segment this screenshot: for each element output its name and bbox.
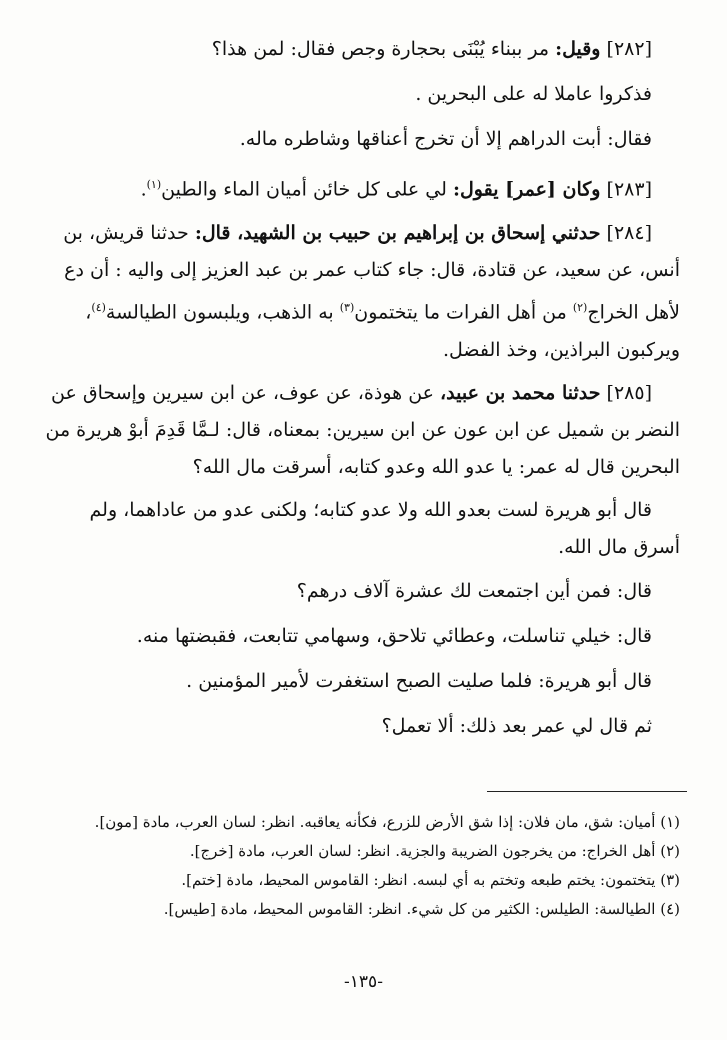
paragraph-text: فذكروا عاملا له على البحرين . — [415, 83, 652, 105]
entry-lead: حدثنا محمد بن عبيد، — [440, 381, 601, 404]
footnote — [40, 837, 680, 865]
paragraph — [40, 572, 680, 611]
paragraph-text: لي على كل خائن أميان الماء والطين — [161, 178, 447, 201]
footnote-text: يتختمون: يختم طبعه وتختم به أي لبسه. انظر: القاموس المحيط، مادة [ختم]. — [181, 871, 656, 889]
paragraph-text-end: . — [140, 178, 147, 201]
entry-number: [٢٨٣] — [606, 178, 652, 201]
paragraph — [40, 662, 680, 701]
paragraph — [40, 492, 680, 566]
paragraph-text: قال أبو هريرة: فلما صليت الصبح استغفرت لأمير المؤمنين . — [186, 669, 652, 692]
footnote-ref: (٣) — [339, 301, 355, 315]
entry-number: [٢٨٤] — [606, 222, 652, 245]
paragraph-text: مر ببناء يُبْنَى بحجارة وجص فقال: لمن هذا؟ — [211, 38, 550, 60]
footnote-text: أميان: شق، مان فلان: إذا شق الأرض للزرع، فكأنه يعاقبه. انظر: لسان العرب، مادة [مون]. — [94, 813, 656, 831]
paragraph-text: قال: فمن أين اجتمعت لك عشرة آلاف درهم؟ — [296, 579, 652, 602]
entry-number: [٢٨٢] — [606, 38, 652, 60]
paragraph-text: من أهل الفرات ما يتختمون — [354, 301, 573, 324]
paragraph — [40, 617, 680, 656]
footnote-number: (٣) — [660, 871, 680, 889]
paragraph-text: فقال: أبت الدراهم إلا أن تخرج أعناقها وشاطره ماله. — [239, 128, 652, 150]
footnote-ref: (٢) — [572, 301, 588, 315]
footnotes — [40, 808, 680, 924]
footnote-ref: (١) — [146, 178, 162, 191]
paragraph-text: عن هوذة، عن عوف، عن ابن سيرين وإسحاق عن النضر بن شميل عن ابن عون عن ابن سيرين: بمعناه، قال: لـمَّا قَدِمَ أبوْ هريرة من البحرين قال له عمر: يا عدو الله وعدو كتابه، أسرقت مال الله؟ — [45, 381, 680, 478]
entry-lead: حدثني إسحاق بن إبراهيم بن حبيب بن الشهيد، قال: — [194, 222, 601, 245]
main-text — [40, 30, 680, 752]
footnote-number: (١) — [660, 813, 680, 831]
paragraph-282 — [40, 30, 680, 69]
footnote-ref: (٤) — [91, 301, 106, 315]
paragraph-text: قال أبو هريرة لست بعدو الله ولا عدو كتابه؛ ولكنى عدو من عاداهما، ولم أسرق مال الله. — [89, 498, 680, 558]
footnote-number: (٤) — [660, 900, 680, 918]
footnote — [40, 808, 680, 836]
footnote-number: (٢) — [660, 842, 680, 860]
footnote-text: الطيالسة: الطيلس: الكثير من كل شيء. انظر: القاموس المحيط، مادة [طيس]. — [163, 900, 656, 918]
entry-lead: وقيل: — [555, 38, 601, 60]
paragraph-285 — [40, 375, 680, 486]
page-number: -١٣٥- — [344, 972, 383, 992]
paragraph-text: حدثنا قريش، بن أنس، عن سعيد، عن قتادة، قال: جاء كتاب عمر بن عبد العزيز إلى واليه : أن دع لأهل الخراج — [63, 222, 680, 324]
paragraph-283 — [40, 165, 680, 209]
footnote-text: أهل الخراج: من يخرجون الضريبة والجزية. انظر: لسان العرب، مادة [خرج]. — [189, 842, 656, 860]
footnote-divider — [487, 791, 687, 792]
paragraph-text: به الذهب، ويلبسون الطيالسة — [105, 301, 340, 324]
paragraph — [40, 75, 680, 114]
paragraph — [40, 120, 680, 159]
footnote — [40, 895, 680, 923]
paragraph-284 — [40, 215, 680, 368]
entry-lead: وكان [عمر] يقول: — [452, 178, 601, 201]
footnote — [40, 866, 680, 894]
paragraph — [40, 707, 680, 746]
paragraph-text: ، ويركبون البراذين، وخذ الفضل. — [85, 301, 680, 361]
paragraph-text: ثم قال لي عمر بعد ذلك: ألا تعمل؟ — [381, 714, 652, 737]
entry-number: [٢٨٥] — [606, 381, 652, 404]
paragraph-text: قال: خيلي تناسلت، وعطائي تلاحق، وسهامي تتابعت، فقبضتها منه. — [136, 624, 652, 647]
